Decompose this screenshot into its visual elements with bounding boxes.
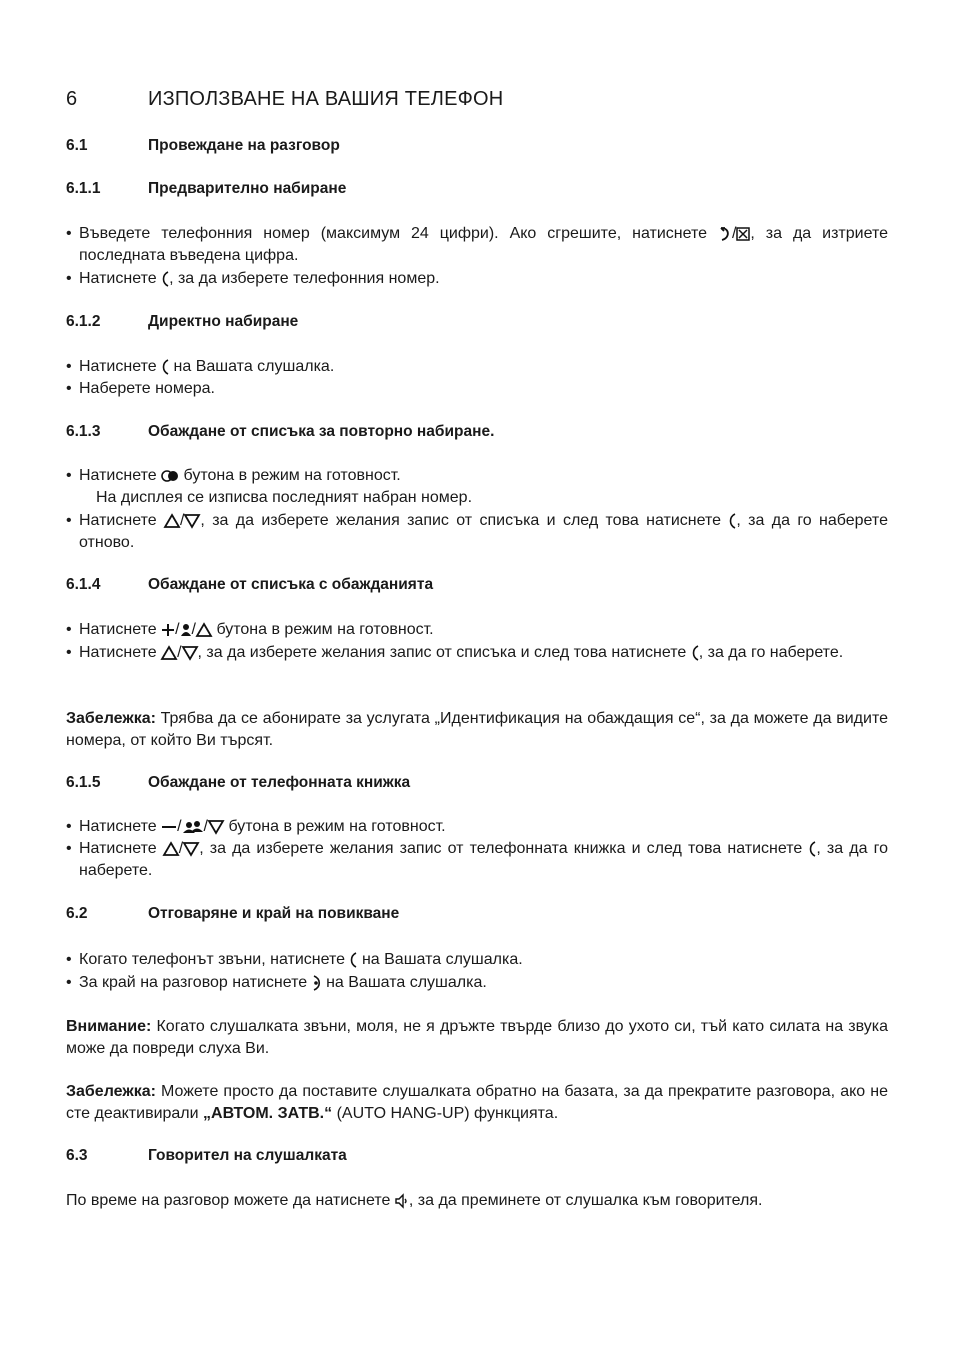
- bullet: •: [66, 512, 72, 529]
- hang-up-icon: [312, 975, 322, 991]
- bullet: •: [66, 270, 72, 287]
- section-title: Предварително набиране: [148, 180, 347, 197]
- call-icon: [349, 952, 357, 968]
- text: Натиснете: [79, 840, 157, 857]
- phonebook-icon: [182, 820, 204, 834]
- bullet-item: [66, 816, 888, 838]
- text: , за да преминете от слушалка към говорителя.: [408, 1192, 763, 1209]
- up-arrow-icon: [161, 646, 177, 660]
- text: Когато телефонът звъни, натиснете: [79, 951, 346, 968]
- bullet-item: [66, 223, 888, 267]
- text: По време на разговор можете да натиснете: [66, 1192, 391, 1209]
- text: Натиснете: [79, 270, 157, 287]
- text: Въведете телефонния номер (максимум 24 цифри). Ако сгрешите, натиснете: [79, 225, 707, 242]
- bullet-item: [66, 619, 888, 641]
- text: бутона в режим на готовност.: [183, 467, 401, 484]
- warning-paragraph: [66, 1016, 888, 1060]
- minus-icon: [161, 820, 177, 834]
- bullet: •: [66, 358, 72, 375]
- bullet-item: [66, 510, 888, 554]
- chapter-title: ИЗПОЛЗВАНЕ НА ВАШИЯ ТЕЛЕФОН: [148, 88, 504, 110]
- bullet-item: [66, 972, 888, 994]
- down-arrow-icon: [183, 842, 199, 856]
- section-heading-6-1-1: [66, 180, 346, 198]
- text: , за да изтриете последната въведена цифра.: [79, 225, 888, 264]
- back-arrow-icon: [718, 226, 732, 242]
- bullet: •: [66, 818, 72, 835]
- redial-icon: [161, 470, 179, 482]
- text: На дисплея се изписва последният набран номер.: [96, 489, 473, 506]
- text: (AUTO HANG-UP) функцията.: [332, 1105, 559, 1122]
- section-title: Директно набиране: [148, 313, 299, 330]
- section-title: Обаждане от телефонната книжка: [148, 774, 411, 791]
- text: Трябва да се абонирате за услугата „Идентификация на обаждащия се“, за да можете да видите номера, от който Ви търсят.: [66, 710, 888, 749]
- bullet: •: [66, 644, 72, 661]
- text: бутона в режим на готовност.: [228, 818, 446, 835]
- text: Можете просто да поставите слушалката обратно на базата, за да прекратите разговора, ако не сте деактивирали: [66, 1083, 888, 1122]
- section-title: Обаждане от списъка за повторно набиране.: [148, 423, 495, 440]
- text: Наберете номера.: [79, 380, 215, 397]
- plus-icon: [161, 623, 175, 637]
- section-heading-6-1-3: [66, 423, 494, 441]
- bullet-item: [66, 642, 888, 664]
- text: За край на разговор натиснете: [79, 974, 308, 991]
- slash: /: [177, 644, 182, 661]
- section-number: 6.1.3: [66, 423, 101, 440]
- call-icon: [161, 271, 169, 287]
- section-number: 6.3: [66, 1147, 88, 1164]
- speaker-paragraph: [66, 1190, 888, 1212]
- section-heading-6-1-5: [66, 774, 410, 792]
- bullet: •: [66, 380, 72, 397]
- auto-hang-up-label: „АВТОМ. ЗАТВ.“: [203, 1105, 333, 1122]
- section-heading-6-1-2: [66, 313, 298, 331]
- section-number: 6.2: [66, 905, 88, 922]
- text: на Вашата слушалка.: [361, 951, 523, 968]
- bullet: •: [66, 951, 72, 968]
- call-icon: [161, 359, 169, 375]
- section-number: 6.1.2: [66, 313, 101, 330]
- text: Натиснете: [79, 644, 157, 661]
- up-arrow-icon: [196, 623, 212, 637]
- bullet: •: [66, 225, 72, 242]
- bullet-item: [66, 268, 888, 290]
- slash: /: [191, 621, 196, 638]
- text: на Вашата слушалка.: [173, 358, 335, 375]
- chapter-number: 6: [66, 88, 78, 110]
- section-title: Обаждане от списъка с обажданията: [148, 576, 434, 593]
- slash: /: [178, 840, 184, 857]
- up-arrow-icon: [164, 514, 180, 528]
- bullet-item: [66, 378, 888, 400]
- text: , за да го наберете.: [79, 840, 888, 879]
- section-number: 6.1.1: [66, 180, 101, 197]
- chapter-heading: [66, 88, 503, 111]
- section-heading-6-3: [66, 1147, 347, 1165]
- speaker-icon: [395, 1194, 409, 1208]
- note-label: Забележка:: [66, 1083, 156, 1100]
- text: , за да го наберете.: [698, 644, 844, 661]
- bullet-item: [66, 949, 888, 971]
- note-paragraph: [66, 1081, 888, 1125]
- section-heading-6-2: [66, 905, 399, 923]
- slash: /: [179, 512, 185, 529]
- section-heading-6-1-4: [66, 576, 433, 594]
- text: Натиснете: [79, 621, 157, 638]
- up-arrow-icon: [163, 842, 179, 856]
- text: , за да изберете телефонния номер.: [169, 270, 440, 287]
- text: на Вашата слушалка.: [326, 974, 487, 991]
- section-number: 6.1: [66, 137, 88, 154]
- text: Когато слушалката звъни, моля, не я дръжте твърде близо до ухото си, тъй като силата на звука може да повреди слуха Ви.: [66, 1018, 888, 1057]
- delete-icon: [736, 227, 750, 241]
- person-icon: [180, 623, 192, 637]
- text: , за да изберете желания запис от списъка и след това натиснете: [200, 512, 722, 529]
- text: Натиснете: [79, 512, 157, 529]
- text: Натиснете: [79, 818, 157, 835]
- text: Натиснете: [79, 358, 157, 375]
- slash: /: [175, 621, 180, 638]
- text: , за да изберете желания запис от телефонната книжка и след това натиснете: [199, 840, 803, 857]
- section-heading-6-1: [66, 137, 340, 155]
- text: Натиснете: [79, 467, 157, 484]
- bullet: •: [66, 974, 72, 991]
- section-number: 6.1.5: [66, 774, 101, 791]
- bullet-item-continuation: [66, 487, 888, 509]
- bullet: •: [66, 467, 72, 484]
- text: , за да изберете желания запис от списъка и след това натиснете: [197, 644, 687, 661]
- text: бутона в режим на готовност.: [216, 621, 434, 638]
- note-paragraph: [66, 708, 888, 752]
- call-icon: [691, 645, 699, 661]
- bullet-item: [66, 356, 888, 378]
- bullet-item: [66, 465, 888, 487]
- slash: /: [731, 225, 737, 242]
- down-arrow-icon: [208, 820, 224, 834]
- section-title: Говорител на слушалката: [148, 1147, 347, 1164]
- bullet: •: [66, 840, 72, 857]
- bullet-item: [66, 838, 888, 882]
- section-title: Отговаряне и край на повикване: [148, 905, 400, 922]
- bullet: •: [66, 621, 72, 638]
- slash: /: [203, 818, 208, 835]
- slash: /: [177, 818, 182, 835]
- down-arrow-icon: [184, 514, 200, 528]
- note-label: Забележка:: [66, 710, 156, 727]
- down-arrow-icon: [182, 646, 198, 660]
- warning-label: Внимание:: [66, 1018, 152, 1035]
- section-number: 6.1.4: [66, 576, 101, 593]
- section-title: Провеждане на разговор: [148, 137, 340, 154]
- text: , за да го наберете отново.: [79, 512, 888, 551]
